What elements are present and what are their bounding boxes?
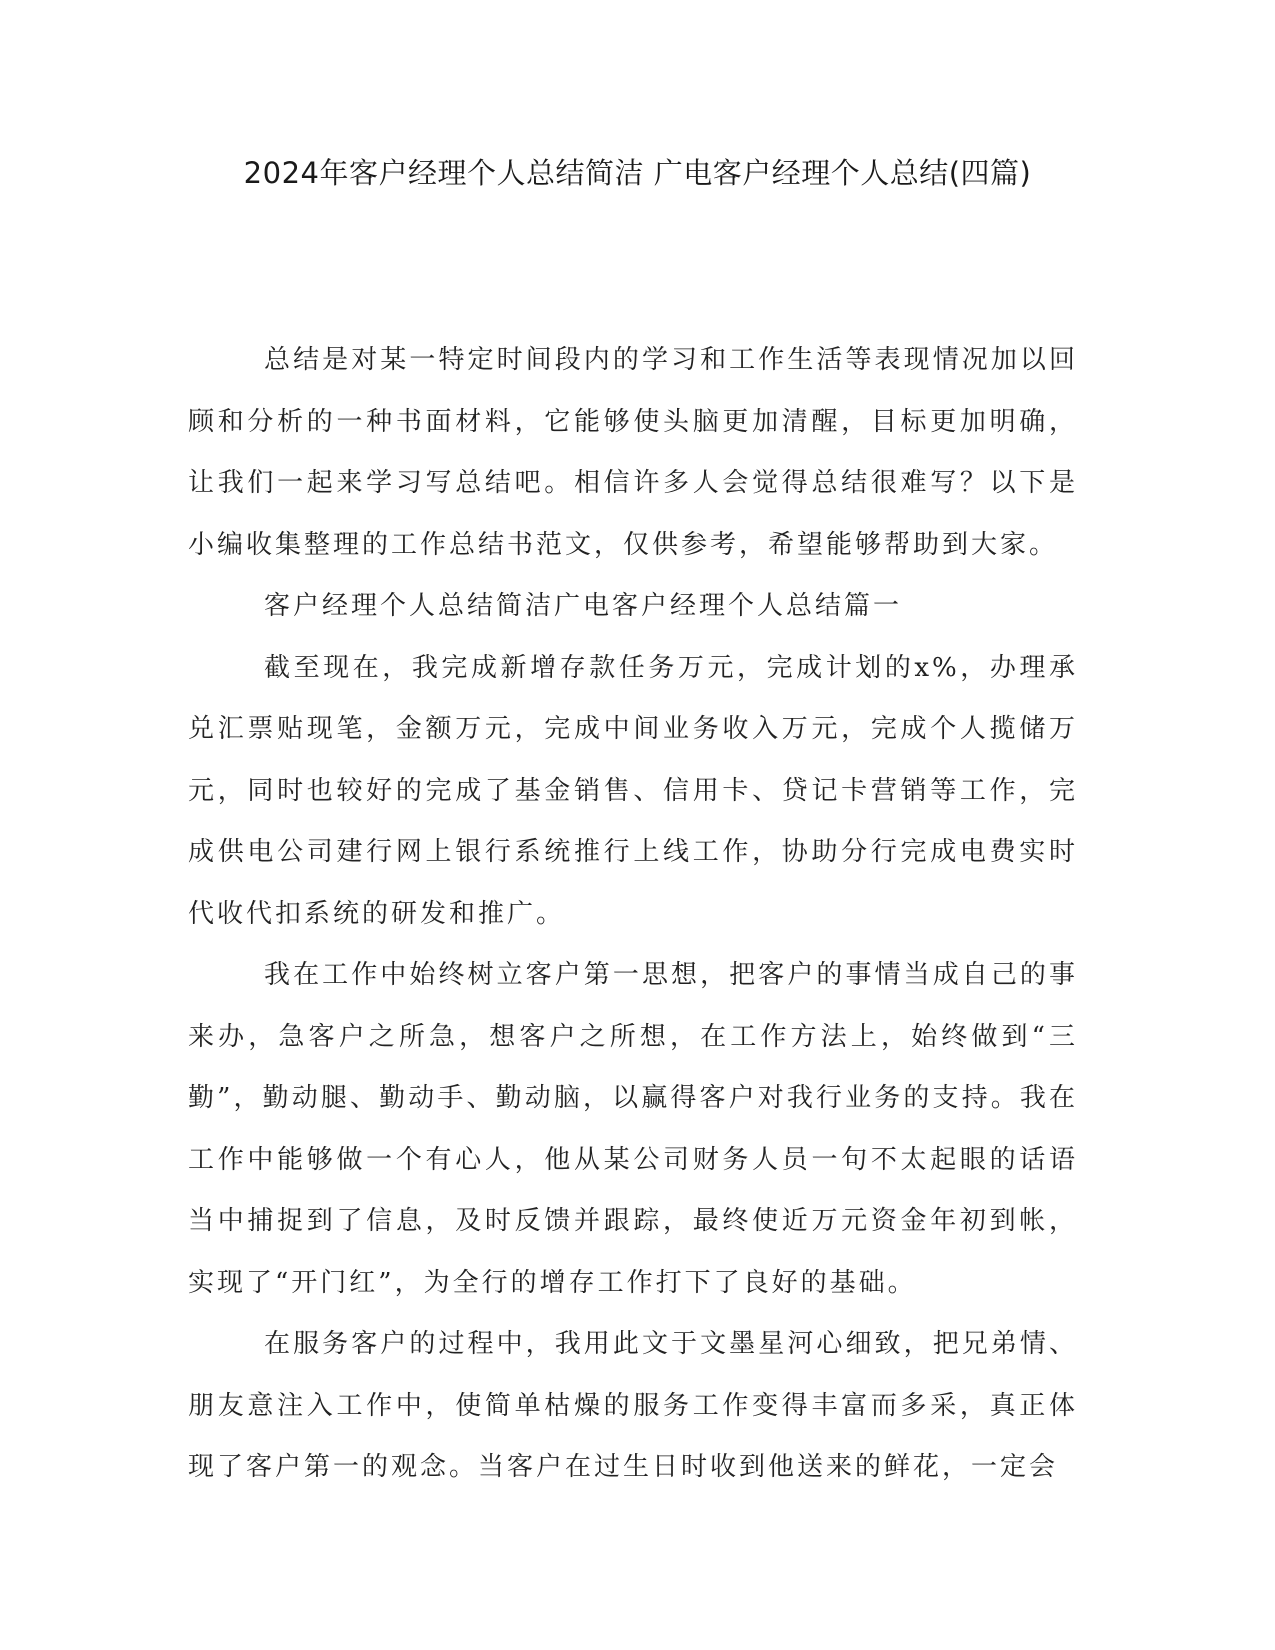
paragraph-intro: 总结是对某一特定时间段内的学习和工作生活等表现情况加以回顾和分析的一种书面材料，它能够使头脑更加清醒，目标更加明确，让我们一起来学习写总结吧。相信许多人会觉得总结很难写？以下是小编收集整理的工作总结书范文，仅供参考，希望能够帮助到大家。	[188, 345, 1078, 560]
paragraph-customer-first: 我在工作中始终树立客户第一思想，把客户的事情当成自己的事来办，急客户之所急，想客户之所想，在工作方法上，始终做到“三勤”，勤动腿、勤动手、勤动脑，以赢得客户对我行业务的支持。我在工作中能够做一个有心人，他从某公司财务人员一句不太起眼的话语当中捕捉到了信息，及时反馈并跟踪，最终使近万元资金年初到帐，实现了“开门红”，为全行的增存工作打下了良好的基础。	[188, 960, 1078, 1298]
paragraph-service: 在服务客户的过程中，我用此文于文墨星河心细致，把兄弟情、朋友意注入工作中，使简单枯燥的服务工作变得丰富而多采，真正体现了客户第一的观念。当客户在过生日时收到他送来的鲜花，一定会	[188, 1329, 1078, 1482]
document-title: 2024年客户经理个人总结简洁 广电客户经理个人总结(四篇)	[243, 156, 1032, 190]
paragraph-achievements: 截至现在，我完成新增存款任务万元，完成计划的x%，办理承兑汇票贴现笔，金额万元，完成中间业务收入万元，完成个人揽储万元，同时也较好的完成了基金销售、信用卡、贷记卡营销等工作，完成供电公司建行网上银行系统推行上线工作，协助分行完成电费实时代收代扣系统的研发和推广。	[188, 652, 1078, 929]
section-heading: 客户经理个人总结简洁广电客户经理个人总结篇一	[264, 591, 903, 621]
document-body	[188, 330, 1078, 1499]
